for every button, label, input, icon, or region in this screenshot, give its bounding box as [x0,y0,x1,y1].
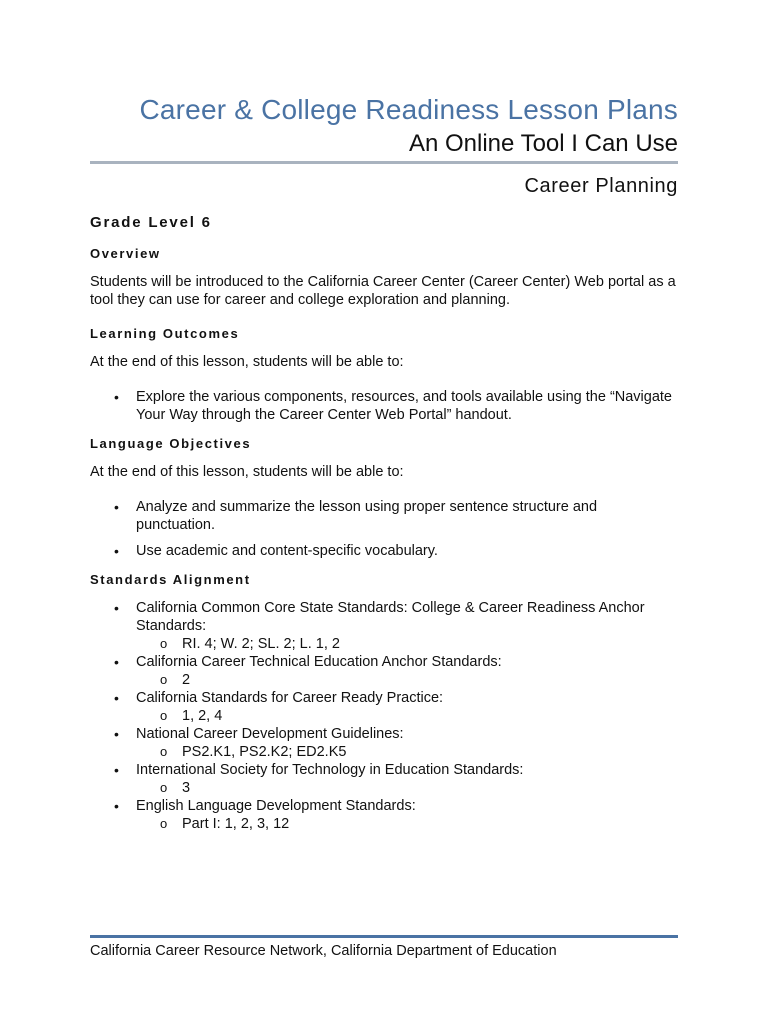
list-item [90,689,680,725]
bullet-icon: • [114,499,119,515]
footer-divider [90,935,678,938]
circle-bullet-icon: o [160,672,168,687]
footer-text: California Career Resource Network, California Department of Education [90,943,557,959]
overview-heading: Overview [90,246,161,261]
subject-heading: Career Planning [524,175,678,197]
sub-list-item [136,815,680,833]
list-item [90,761,680,797]
document-subtitle: An Online Tool I Can Use [408,130,678,157]
standard-label: International Society for Technology in Education Standards: [136,762,524,778]
standard-codes: 3 [182,780,191,796]
sub-list-item [136,635,680,653]
list-item [90,797,680,833]
overview-text: Students will be introduced to the California Career Center (Career Center) Web portal as a tool they can use for career and college exploration and planning. [90,274,676,308]
circle-bullet-icon: o [160,780,168,795]
sub-list-item [136,671,680,689]
learning-outcomes-list [90,388,680,424]
language-objectives-heading: Language Objectives [90,436,252,451]
circle-bullet-icon: o [160,744,168,759]
bullet-icon: • [114,389,119,405]
learning-outcomes-intro: At the end of this lesson, students will be able to: [90,354,404,370]
circle-bullet-icon: o [160,636,168,651]
standards-alignment-heading: Standards Alignment [90,572,251,587]
list-item [90,653,680,689]
list-item-text: Analyze and summarize the lesson using proper sentence structure and punctuation. [136,499,598,533]
list-item [90,542,680,560]
list-item [90,725,680,761]
overview-section [90,246,680,309]
learning-outcomes-section [90,326,680,424]
circle-bullet-icon: o [160,816,168,831]
language-objectives-list [90,498,680,560]
standards-list [90,599,680,833]
sub-list-item [136,707,680,725]
standard-label: California Standards for Career Ready Practice: [136,690,444,706]
lesson-content [90,214,680,845]
standard-label: National Career Development Guidelines: [136,726,404,742]
circle-bullet-icon: o [160,708,168,723]
bullet-icon: • [114,726,119,742]
bullet-icon: • [114,798,119,814]
standard-codes: 2 [182,672,191,688]
sub-list-item [136,743,680,761]
document-title: Career & College Readiness Lesson Plans [139,94,678,125]
standards-alignment-section [90,572,680,833]
title-divider [90,161,678,164]
bullet-icon: • [114,762,119,778]
grade-level: Grade Level 6 [90,214,212,231]
learning-outcomes-heading: Learning Outcomes [90,326,240,341]
bullet-icon: • [114,600,119,616]
sub-list-item [136,779,680,797]
bullet-icon: • [114,690,119,706]
language-objectives-intro: At the end of this lesson, students will be able to: [90,464,404,480]
bullet-icon: • [114,543,119,559]
standard-codes: RI. 4; W. 2; SL. 2; L. 1, 2 [182,636,340,652]
standard-codes: PS2.K1, PS2.K2; ED2.K5 [182,744,347,760]
standard-label: California Common Core State Standards: College & Career Readiness Anchor Standards: [136,600,645,634]
list-item [90,498,680,534]
standard-label: California Career Technical Education Anchor Standards: [136,654,502,670]
standard-label: English Language Development Standards: [136,798,416,814]
standard-codes: 1, 2, 4 [182,708,223,724]
list-item-text: Explore the various components, resources, and tools available using the “Navigate Your Way through the Career Center Web Portal” handout. [136,389,672,423]
list-item [90,388,680,424]
bullet-icon: • [114,654,119,670]
list-item-text: Use academic and content-specific vocabulary. [136,543,438,559]
standard-codes: Part I: 1, 2, 3, 12 [182,816,290,832]
list-item [90,599,680,653]
language-objectives-section [90,436,680,560]
